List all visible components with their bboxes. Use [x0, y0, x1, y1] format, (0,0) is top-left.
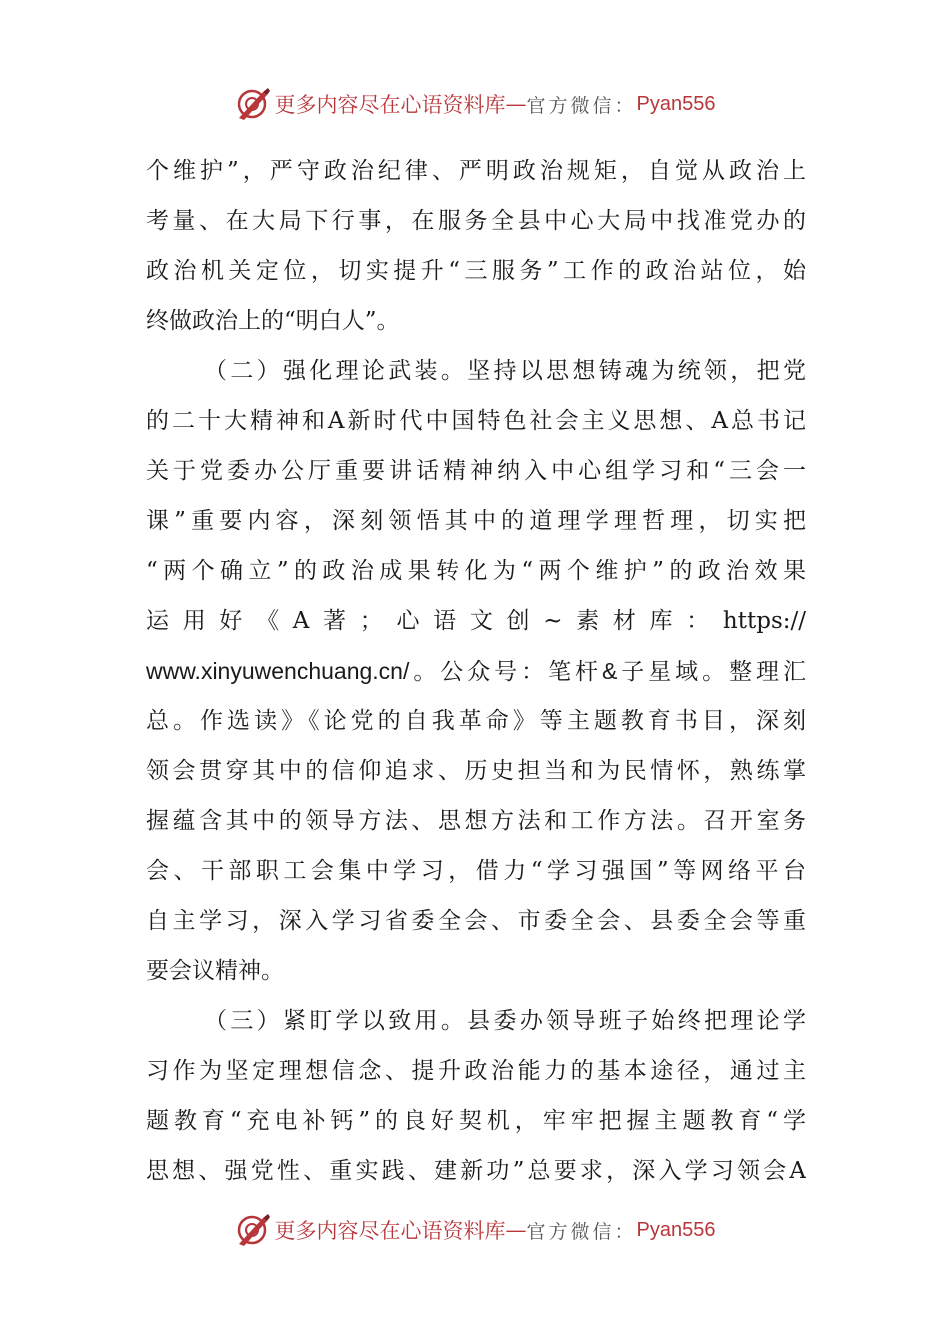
- body-line: 题教育“充电补钙”的良好契机，牢牢把握主题教育“学: [146, 1108, 806, 1134]
- paragraph-heading-line: （三）紧盯学以致用。县委办领导班子始终把理论学: [204, 1008, 806, 1034]
- body-line: 关于党委办公厅重要讲话精神纳入中心组学习和“三会一: [146, 458, 806, 484]
- body-line: 的二十大精神和A新时代中国特色社会主义思想、A总书记: [146, 408, 806, 434]
- body-line: 课”重要内容，深刻领悟其中的道理学理哲理，切实把: [146, 508, 806, 534]
- body-line: 领会贯穿其中的信仰追求、历史担当和为民情怀，熟练掌: [146, 758, 806, 784]
- contact-id: Pyan556: [636, 92, 716, 115]
- contact-id: Pyan556: [636, 1218, 716, 1241]
- contact-label: 官方微信：: [526, 94, 637, 117]
- body-line: 思想、强党性、重实践、建新功”总要求，深入学习领会A: [146, 1158, 806, 1184]
- body-line: 习作为坚定理想信念、提升政治能力的基本途径，通过主: [146, 1058, 806, 1084]
- body-line: 总。作选读》《论党的自我革命》等主题教育书目，深刻: [146, 708, 806, 734]
- body-line: 个维护”，严守政治纪律、严明政治规矩，自觉从政治上: [146, 158, 806, 184]
- body-line: 考量、在大局下行事，在服务全县中心大局中找准党办的: [146, 208, 806, 234]
- brand-text: 更多内容尽在心语资料库: [274, 93, 506, 117]
- body-line: www.xinyuwenchuang.cn/。公众号：笔杆&子星域。整理汇: [146, 658, 806, 684]
- document-body: [146, 146, 806, 1196]
- body-line: 要会议精神。: [146, 958, 284, 984]
- body-line: 会、干部职工会集中学习，借力“学习强国”等网络平台: [146, 858, 806, 884]
- body-line: 自主学习，深入学习省委全会、市委全会、县委全会等重: [146, 908, 806, 934]
- paragraph-heading-line: （二）强化理论武装。坚持以思想铸魂为统领，把党: [204, 358, 806, 384]
- header-banner: [0, 82, 950, 126]
- body-line: 政治机关定位，切实提升“三服务”工作的政治站位，始: [146, 258, 806, 284]
- body-line: “两个确立”的政治成果转化为“两个维护”的政治效果: [146, 558, 806, 584]
- pen-logo-icon: [235, 86, 271, 122]
- banner-separator: —: [505, 1218, 527, 1242]
- body-line: 握蕴含其中的领导方法、思想方法和工作方法。召开室务: [146, 808, 806, 834]
- footer-banner: [0, 1208, 950, 1252]
- brand-text: 更多内容尽在心语资料库: [274, 1219, 506, 1243]
- body-line: 运用好《A著；心语文创~素材库：https://: [146, 608, 806, 634]
- banner-separator: —: [505, 92, 527, 116]
- pen-logo-icon: [235, 1212, 271, 1248]
- body-line: 终做政治上的“明白人”。: [146, 308, 400, 334]
- contact-label: 官方微信：: [526, 1220, 637, 1243]
